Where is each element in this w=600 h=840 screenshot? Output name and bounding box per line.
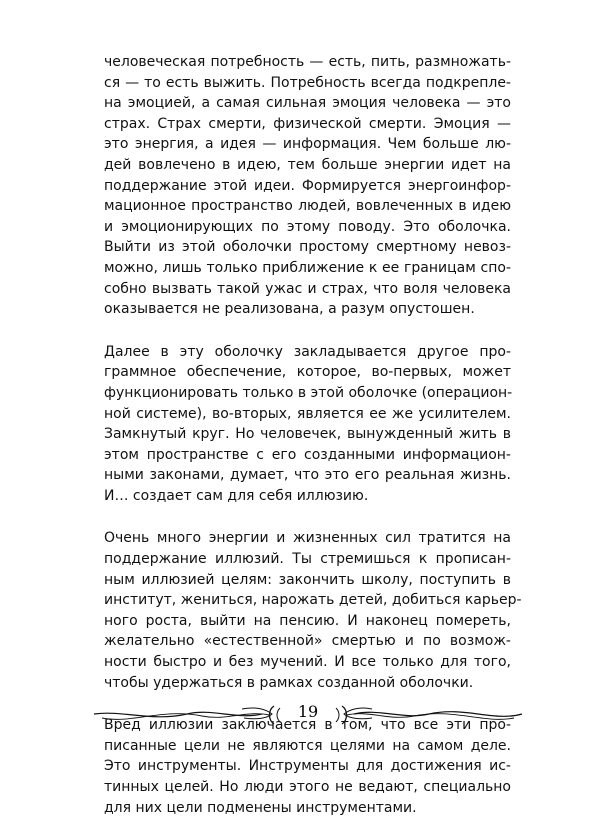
text-line: ной системе), во-вторых, является ее же усилителем.: [104, 405, 511, 422]
text-line: для них цели подменены инструментами.: [104, 799, 417, 816]
text-line: тинных целей. Но люди этого не ведают, специально: [104, 779, 511, 795]
page-footer: [92, 700, 524, 730]
text-line: это энергия, а идея — информация. Чем больше лю-: [104, 136, 511, 153]
text-line: Очень много энергии и жизненных сил тратится на: [104, 530, 511, 547]
paragraph: [104, 342, 511, 507]
text-line: ного роста, выйти на пенсию. И наконец помереть,: [104, 612, 511, 629]
text-line: граммное обеспечение, которое, во-первых, может: [104, 364, 511, 381]
text-line: Замкнутый круг. Но человечек, вынужденный жить в: [104, 426, 511, 443]
text-line: можно, лишь только приближение к ее границам спо-: [104, 259, 511, 276]
text-line: институт, жениться, нарожать детей, добиться карьер-: [104, 592, 522, 609]
text-line: мационное пространство людей, вовлеченных в идею: [104, 198, 511, 215]
text-line: ным иллюзией целям: закончить школу, поступить в: [104, 571, 511, 588]
text-line: этом пространстве с его созданными информацион-: [104, 446, 511, 463]
text-line: оказывается не реализована, а разум опустошен.: [104, 301, 475, 318]
page-number: 19: [297, 702, 319, 721]
text-line: на эмоцией, а самая сильная эмоция человека — это: [104, 95, 511, 112]
text-line: дей вовлечено в идею, тем больше энергии идет на: [104, 156, 511, 173]
text-line: собно вызвать такой ужас и страх, что воля человека: [104, 280, 511, 297]
paragraph: [104, 528, 522, 693]
text-line: поддержание иллюзий. Ты стремишься к прописан-: [104, 551, 511, 568]
paragraph: [104, 52, 511, 320]
text-line: ности быстро и без мучений. И все только для того,: [104, 654, 511, 671]
text-line: человеческая потребность — есть, пить, размножать-: [104, 54, 511, 70]
paragraph: [104, 715, 511, 818]
text-line: и эмоционирующих по этому поводу. Это оболочка.: [104, 218, 511, 235]
text-line: Далее в эту оболочку закладывается другое про-: [104, 343, 511, 360]
text-line: ся — то есть выжить. Потребность всегда подкрепле-: [104, 74, 511, 91]
text-line: функционировать только в этой оболочке (операцион-: [104, 384, 513, 401]
text-line: Это инструменты. Инструменты для достижения ис-: [104, 758, 511, 775]
text-line: страх. Страх смерти, физической смерти. Эмоция —: [104, 115, 511, 132]
text-line: чтобы удержаться в рамках созданной оболочки.: [104, 674, 474, 691]
text-line: Выйти из этой оболочки простому смертному невоз-: [104, 239, 511, 256]
text-line: И… создает сам для себя иллюзию.: [104, 487, 369, 504]
text-line: поддержание этой идеи. Формируется энергоинфор-: [104, 177, 511, 194]
text-line: Вред иллюзии заключается в том, что все эти про-: [104, 717, 511, 734]
text-line: желательно «естественной» смертью и по возмож-: [104, 633, 511, 650]
text-line: ными законами, думает, что это его реальная жизнь.: [104, 467, 511, 484]
text-line: писанные цели не являются целями на самом деле.: [104, 737, 511, 754]
